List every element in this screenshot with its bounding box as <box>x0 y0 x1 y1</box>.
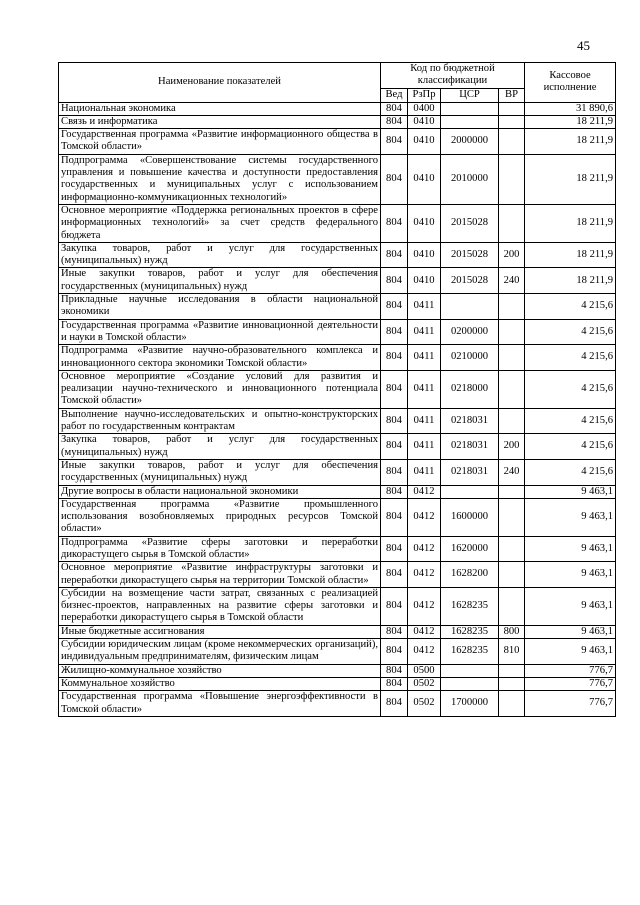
cell-rzpr: 0412 <box>408 536 441 562</box>
cell-name: Прикладные научные исследования в области национальной экономики <box>59 294 381 320</box>
table-row <box>59 536 616 562</box>
table-row <box>59 691 616 717</box>
cell-csr <box>441 677 499 690</box>
cell-ved: 804 <box>381 319 408 345</box>
cell-name: Коммунальное хозяйство <box>59 677 381 690</box>
cell-csr <box>441 115 499 128</box>
cell-rzpr: 0502 <box>408 677 441 690</box>
cell-vr <box>499 691 525 717</box>
table-row <box>59 408 616 434</box>
table-row <box>59 115 616 128</box>
cell-rzpr: 0412 <box>408 562 441 588</box>
cell-csr: 1628200 <box>441 562 499 588</box>
cell-name: Подпрограмма «Развитие научно-образовательного комплекса и инновационного сектора экономики Томской области» <box>59 345 381 371</box>
table-row <box>59 102 616 115</box>
cell-ved: 804 <box>381 345 408 371</box>
cell-rzpr: 0412 <box>408 625 441 638</box>
cell-ved: 804 <box>381 459 408 485</box>
cell-amount: 9 463,1 <box>525 536 616 562</box>
cell-rzpr: 0411 <box>408 408 441 434</box>
cell-vr: 240 <box>499 459 525 485</box>
cell-csr: 1600000 <box>441 498 499 536</box>
header-name: Наименование показателей <box>59 63 381 103</box>
cell-rzpr: 0410 <box>408 242 441 268</box>
cell-csr: 0200000 <box>441 319 499 345</box>
cell-ved: 804 <box>381 587 408 625</box>
table-row <box>59 639 616 665</box>
cell-ved: 804 <box>381 536 408 562</box>
cell-vr <box>499 102 525 115</box>
table-row <box>59 204 616 242</box>
cell-amount: 776,7 <box>525 664 616 677</box>
cell-rzpr: 0411 <box>408 434 441 460</box>
cell-vr: 810 <box>499 639 525 665</box>
cell-amount: 9 463,1 <box>525 485 616 498</box>
cell-name: Государственная программа «Развитие инновационной деятельности и науки в Томской области» <box>59 319 381 345</box>
cell-ved: 804 <box>381 664 408 677</box>
cell-name: Подпрограмма «Совершенствование системы государственного управления и повышение качества и доступности предоставления государственных и муниципальных услуг с использованием информационно-коммуникационных технологий» <box>59 154 381 204</box>
cell-csr: 1700000 <box>441 691 499 717</box>
cell-name: Закупка товаров, работ и услуг для государственных (муниципальных) нужд <box>59 242 381 268</box>
cell-csr: 2010000 <box>441 154 499 204</box>
cell-vr: 240 <box>499 268 525 294</box>
table-row <box>59 345 616 371</box>
cell-csr: 2015028 <box>441 268 499 294</box>
cell-csr: 0210000 <box>441 345 499 371</box>
cell-csr: 2000000 <box>441 129 499 155</box>
cell-name: Государственная программа «Развитие информационного общества в Томской области» <box>59 129 381 155</box>
cell-csr: 2015028 <box>441 204 499 242</box>
cell-amount: 18 211,9 <box>525 154 616 204</box>
cell-rzpr: 0412 <box>408 587 441 625</box>
cell-vr: 800 <box>499 625 525 638</box>
budget-execution-table <box>58 62 616 717</box>
cell-amount: 18 211,9 <box>525 115 616 128</box>
cell-csr <box>441 485 499 498</box>
table-row <box>59 485 616 498</box>
cell-vr <box>499 587 525 625</box>
cell-rzpr: 0410 <box>408 129 441 155</box>
cell-ved: 804 <box>381 562 408 588</box>
cell-name: Закупка товаров, работ и услуг для государственных (муниципальных) нужд <box>59 434 381 460</box>
cell-vr <box>499 536 525 562</box>
cell-amount: 18 211,9 <box>525 204 616 242</box>
cell-rzpr: 0412 <box>408 498 441 536</box>
cell-ved: 804 <box>381 677 408 690</box>
cell-vr <box>499 485 525 498</box>
cell-name: Основное мероприятие «Развитие инфраструктуры заготовки и переработки дикорастущего сырья на территории Томской области» <box>59 562 381 588</box>
cell-rzpr: 0412 <box>408 639 441 665</box>
cell-ved: 804 <box>381 204 408 242</box>
cell-amount: 9 463,1 <box>525 498 616 536</box>
table-row <box>59 587 616 625</box>
cell-ved: 804 <box>381 691 408 717</box>
cell-rzpr: 0411 <box>408 345 441 371</box>
cell-vr <box>499 408 525 434</box>
cell-ved: 804 <box>381 498 408 536</box>
cell-vr <box>499 204 525 242</box>
cell-csr: 1628235 <box>441 625 499 638</box>
cell-ved: 804 <box>381 102 408 115</box>
cell-amount: 31 890,6 <box>525 102 616 115</box>
cell-ved: 804 <box>381 639 408 665</box>
header-amount: Кассовое исполнение <box>525 63 616 103</box>
cell-csr: 1620000 <box>441 536 499 562</box>
cell-ved: 804 <box>381 408 408 434</box>
cell-amount: 4 215,6 <box>525 319 616 345</box>
cell-amount: 18 211,9 <box>525 129 616 155</box>
cell-name: Выполнение научно-исследовательских и опытно-конструкторских работ по государственным контрактам <box>59 408 381 434</box>
cell-ved: 804 <box>381 115 408 128</box>
cell-name: Государственная программа «Повышение энергоэффективности в Томской области» <box>59 691 381 717</box>
cell-vr <box>499 664 525 677</box>
header-vr: ВР <box>499 88 525 102</box>
cell-amount: 9 463,1 <box>525 587 616 625</box>
cell-amount: 776,7 <box>525 691 616 717</box>
cell-amount: 4 215,6 <box>525 459 616 485</box>
cell-vr <box>499 294 525 320</box>
cell-rzpr: 0410 <box>408 204 441 242</box>
cell-name: Государственная программа «Развитие промышленного использования возобновляемых природных ресурсов Томской области» <box>59 498 381 536</box>
cell-vr: 200 <box>499 242 525 268</box>
cell-amount: 9 463,1 <box>525 562 616 588</box>
cell-amount: 4 215,6 <box>525 370 616 408</box>
header-csr: ЦСР <box>441 88 499 102</box>
cell-ved: 804 <box>381 625 408 638</box>
cell-ved: 804 <box>381 370 408 408</box>
cell-amount: 776,7 <box>525 677 616 690</box>
cell-vr <box>499 319 525 345</box>
cell-amount: 4 215,6 <box>525 294 616 320</box>
cell-rzpr: 0411 <box>408 319 441 345</box>
cell-vr <box>499 370 525 408</box>
cell-csr: 0218031 <box>441 408 499 434</box>
cell-csr <box>441 294 499 320</box>
cell-name: Национальная экономика <box>59 102 381 115</box>
table-row <box>59 677 616 690</box>
cell-csr <box>441 664 499 677</box>
cell-vr <box>499 115 525 128</box>
cell-rzpr: 0502 <box>408 691 441 717</box>
cell-amount: 18 211,9 <box>525 242 616 268</box>
header-code-group: Код по бюджетной классификации <box>381 63 525 89</box>
cell-ved: 804 <box>381 129 408 155</box>
cell-csr: 2015028 <box>441 242 499 268</box>
cell-ved: 804 <box>381 434 408 460</box>
cell-amount: 9 463,1 <box>525 639 616 665</box>
table-row <box>59 319 616 345</box>
table-row <box>59 268 616 294</box>
cell-amount: 9 463,1 <box>525 625 616 638</box>
table-row <box>59 434 616 460</box>
table-row <box>59 664 616 677</box>
table-row <box>59 459 616 485</box>
table-body <box>59 102 616 716</box>
cell-name: Связь и информатика <box>59 115 381 128</box>
cell-rzpr: 0411 <box>408 370 441 408</box>
cell-vr <box>499 677 525 690</box>
cell-rzpr: 0411 <box>408 459 441 485</box>
cell-ved: 804 <box>381 294 408 320</box>
cell-ved: 804 <box>381 242 408 268</box>
table-row <box>59 562 616 588</box>
cell-rzpr: 0412 <box>408 485 441 498</box>
header-ved: Вед <box>381 88 408 102</box>
cell-name: Иные закупки товаров, работ и услуг для обеспечения государственных (муниципальных) нужд <box>59 268 381 294</box>
cell-ved: 804 <box>381 485 408 498</box>
cell-ved: 804 <box>381 154 408 204</box>
cell-vr <box>499 154 525 204</box>
cell-csr: 0218031 <box>441 434 499 460</box>
cell-name: Жилищно-коммунальное хозяйство <box>59 664 381 677</box>
cell-rzpr: 0411 <box>408 294 441 320</box>
cell-csr: 1628235 <box>441 639 499 665</box>
table-row <box>59 498 616 536</box>
cell-amount: 18 211,9 <box>525 268 616 294</box>
cell-rzpr: 0410 <box>408 268 441 294</box>
header-rzpr: РзПр <box>408 88 441 102</box>
table-row <box>59 129 616 155</box>
table-row <box>59 294 616 320</box>
cell-amount: 4 215,6 <box>525 408 616 434</box>
cell-rzpr: 0500 <box>408 664 441 677</box>
cell-name: Основное мероприятие «Создание условий для развития и реализации научно-технического и инновационного потенциала Томской области» <box>59 370 381 408</box>
cell-csr: 1628235 <box>441 587 499 625</box>
cell-name: Субсидии на возмещение части затрат, связанных с реализацией бизнес-проектов, направленных на развитие сферы заготовки и переработки дикорастущего сырья в Томской области <box>59 587 381 625</box>
cell-rzpr: 0410 <box>408 154 441 204</box>
cell-rzpr: 0410 <box>408 115 441 128</box>
page-number: 45 <box>577 38 590 53</box>
cell-csr <box>441 102 499 115</box>
cell-name: Иные закупки товаров, работ и услуг для обеспечения государственных (муниципальных) нужд <box>59 459 381 485</box>
table-row <box>59 370 616 408</box>
cell-vr <box>499 345 525 371</box>
table-header <box>59 63 616 103</box>
cell-name: Субсидии юридическим лицам (кроме некоммерческих организаций), индивидуальным предпринимателям, физическим лицам <box>59 639 381 665</box>
cell-csr: 0218000 <box>441 370 499 408</box>
cell-amount: 4 215,6 <box>525 434 616 460</box>
table-row <box>59 625 616 638</box>
cell-ved: 804 <box>381 268 408 294</box>
cell-name: Другие вопросы в области национальной экономики <box>59 485 381 498</box>
cell-rzpr: 0400 <box>408 102 441 115</box>
table-row <box>59 154 616 204</box>
cell-amount: 4 215,6 <box>525 345 616 371</box>
table-row <box>59 242 616 268</box>
cell-csr: 0218031 <box>441 459 499 485</box>
cell-name: Основное мероприятие «Поддержка региональных проектов в сфере информационных технологий» за счет средств федерального бюджета <box>59 204 381 242</box>
cell-vr <box>499 129 525 155</box>
cell-vr <box>499 498 525 536</box>
cell-vr <box>499 562 525 588</box>
cell-vr: 200 <box>499 434 525 460</box>
cell-name: Подпрограмма «Развитие сферы заготовки и переработки дикорастущего сырья в Томской области» <box>59 536 381 562</box>
cell-name: Иные бюджетные ассигнования <box>59 625 381 638</box>
